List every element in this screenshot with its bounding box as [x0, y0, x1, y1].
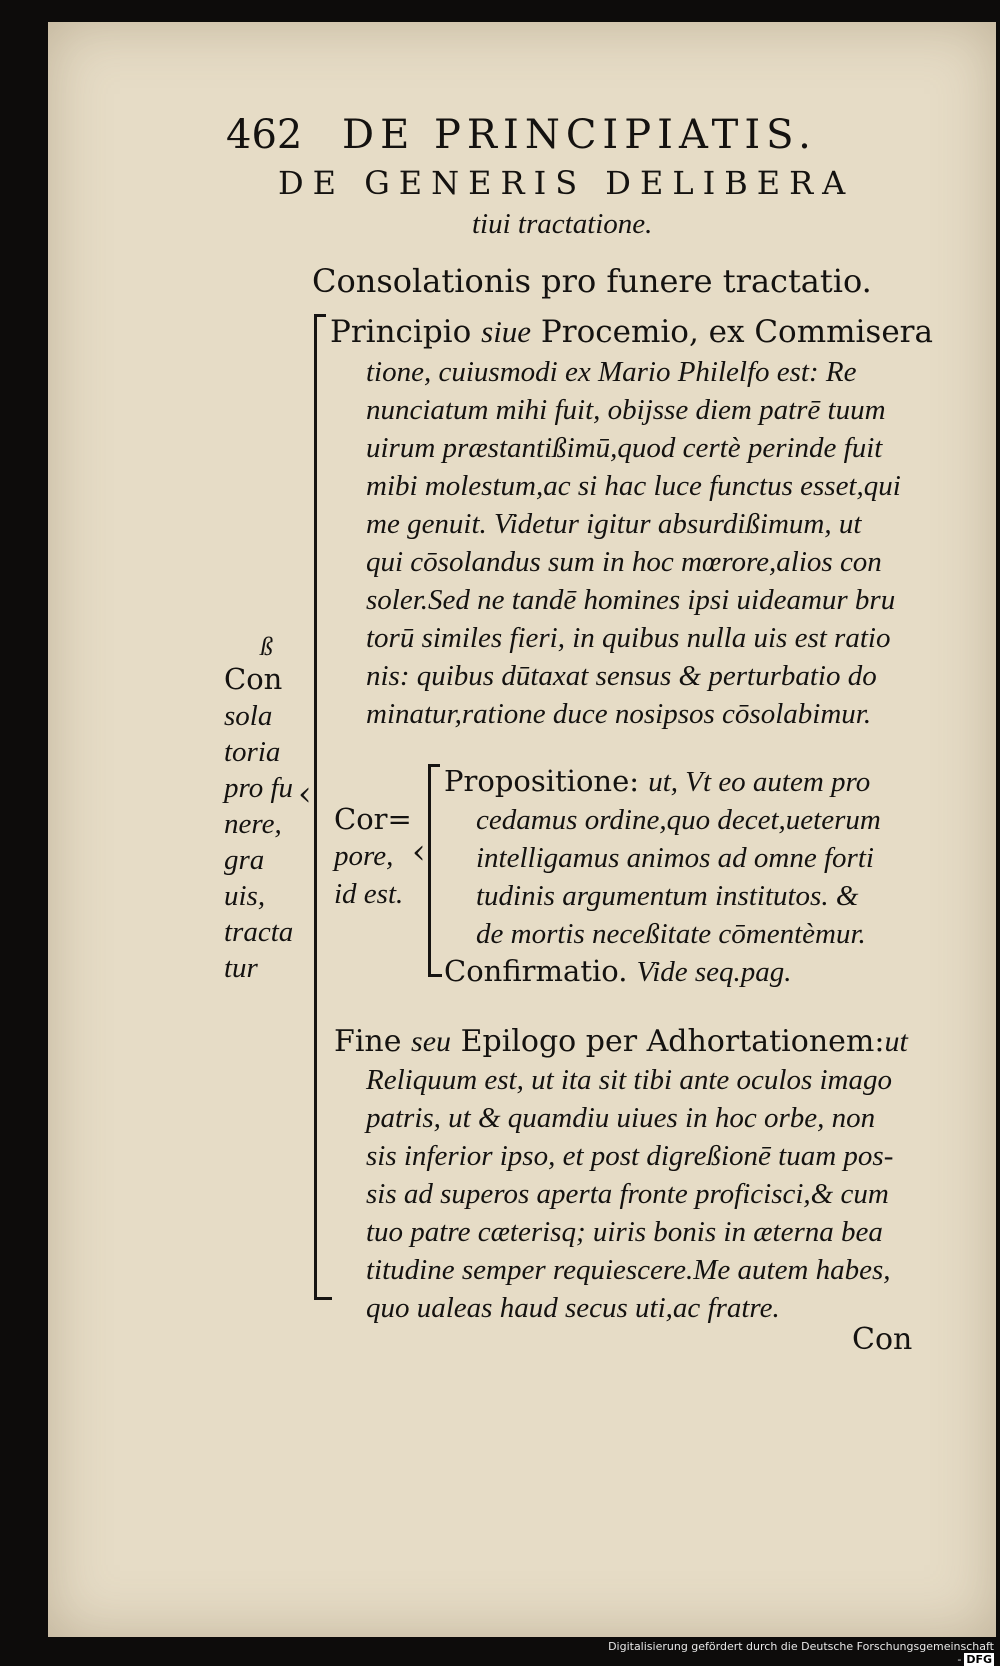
- catchword: Con: [852, 1322, 913, 1357]
- margin-label-2: sola: [224, 700, 273, 732]
- corpore-label-3: id est.: [334, 878, 404, 910]
- principio-line9: torū similes fieri, in quibus nulla uis est ratio: [366, 622, 891, 654]
- corpore-line5: de mortis neceßitate cōmentèmur.: [476, 918, 866, 950]
- margin-label-5: nere,: [224, 808, 282, 840]
- margin-label-3: toria: [224, 736, 281, 768]
- principio-line3: nunciatum mihi fuit, obijsse diem patrē tuum: [366, 394, 886, 426]
- main-heading: Consolationis pro funere tractatio.: [312, 262, 872, 300]
- dfg-logo: DFG: [966, 1653, 992, 1666]
- principio-line2: tione, cuiusmodi ex Mario Philelfo est: Re: [366, 356, 857, 388]
- outer-brace-bottom: [314, 1297, 332, 1300]
- principio-line7: qui cōsolandus sum in hoc mœrore,alios con: [366, 546, 882, 578]
- fine-line8: quo ualeas haud secus uti,ac fratre.: [366, 1292, 780, 1324]
- corpore-line2: cedamus ordine,quo decet,ueterum: [476, 804, 881, 836]
- margin-mark: ß: [260, 632, 273, 661]
- book-page: [48, 22, 996, 1637]
- fine-line4: sis inferior ipso, et post digreßionē tuam pos-: [366, 1140, 894, 1172]
- confirmatio-line: Confirmatio. Vide seq.pag.: [444, 954, 792, 988]
- fine-line3: patris, ut & quamdiu uiues in hoc orbe, non: [366, 1102, 876, 1134]
- principio-line4: uirum præstantißimū,quod certè perinde fuit: [366, 432, 883, 464]
- margin-label-8: tracta: [224, 916, 294, 948]
- corpore-label-1: Cor=: [334, 802, 412, 836]
- section-title-line1: DE GENERIS DELIBERA: [278, 164, 855, 202]
- principio-line5: mibi molestum,ac si hac luce functus esset,qui: [366, 470, 901, 502]
- margin-label-4: pro fu: [224, 772, 294, 804]
- corpore-line3: intelligamus animos ad omne forti: [476, 842, 874, 874]
- inner-brace-bottom: [428, 974, 442, 977]
- outer-brace: [314, 314, 317, 1299]
- fine-line1: Fine seu Epilogo per Adhortationem:ut: [334, 1024, 908, 1059]
- principio-line6: me genuit. Videtur igitur absurdißimum, ut: [366, 508, 862, 540]
- margin-label-9: tur: [224, 952, 258, 984]
- inner-brace: [428, 764, 431, 976]
- digitization-footer: [604, 1640, 994, 1666]
- inner-brace-point: ‹: [412, 832, 426, 872]
- fine-line7: titudine semper requiescere.Me autem habes,: [366, 1254, 891, 1286]
- principio-line1: Principio siue Procemio, ex Commisera: [330, 314, 933, 350]
- outer-brace-top: [314, 314, 326, 317]
- principio-line8: soler.Sed ne tandē homines ipsi uideamur bru: [366, 584, 896, 616]
- propositione-line: Propositione: ut, Vt eo autem pro: [444, 764, 871, 798]
- corpore-line4: tudinis argumentum institutos. &: [476, 880, 859, 912]
- section-title-line2: tiui tractatione.: [472, 208, 653, 240]
- margin-label-6: gra: [224, 844, 265, 876]
- margin-label-1: Con: [224, 662, 283, 696]
- principio-line10: nis: quibus dūtaxat sensus & perturbatio do: [366, 660, 877, 692]
- fine-line6: tuo patre cæterisq; uiris bonis in æterna bea: [366, 1216, 883, 1248]
- corpore-label-2: pore,: [334, 840, 394, 872]
- page-number: 462: [226, 112, 303, 158]
- principio-line11: minatur,ratione duce nosipsos cōsolabimur.: [366, 698, 872, 730]
- running-head: DE PRINCIPIATIS.: [342, 112, 817, 158]
- outer-brace-point: ‹: [298, 774, 312, 814]
- margin-label-7: uis,: [224, 880, 266, 912]
- fine-line5: sis ad superos aperta fronte proficisci,& cum: [366, 1178, 889, 1210]
- inner-brace-top: [428, 764, 440, 767]
- fine-line2: Reliquum est, ut ita sit tibi ante oculos imago: [366, 1064, 892, 1096]
- footer-text: Digitalisierung gefördert durch die Deutsche Forschungsgemeinschaft -: [608, 1640, 994, 1666]
